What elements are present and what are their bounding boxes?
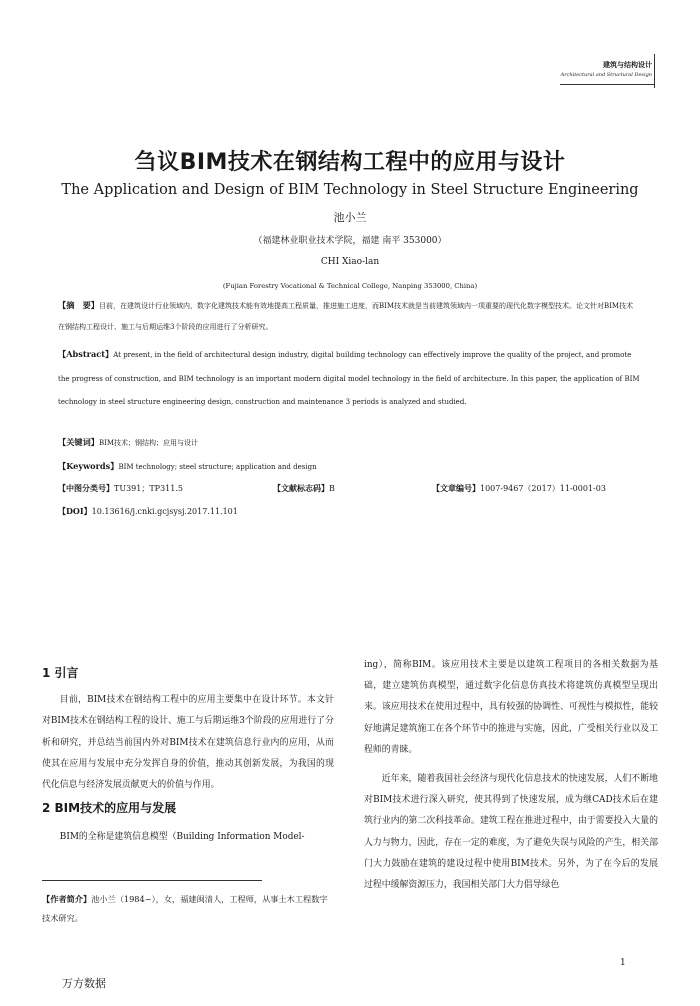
abstract-cn-label: 【摘 要】 xyxy=(58,300,99,310)
right-column xyxy=(364,655,658,896)
abstract-en-label: 【Abstract】 xyxy=(58,349,114,359)
doi-label: 【DOI】 xyxy=(58,506,92,516)
footnote-label: 【作者简介】 xyxy=(42,894,92,904)
author-footnote xyxy=(42,890,334,928)
doc-code-value: B xyxy=(329,484,335,493)
doc-code-field xyxy=(273,483,335,494)
section-1-heading: 1 引言 xyxy=(42,666,79,680)
article-number-field xyxy=(432,483,606,494)
article-number-value: 1007-9467（2017）11-0001-03 xyxy=(480,484,606,493)
right-paragraph-1: ing），简称BIM。该应用技术主要是以建筑工程项目的各相关数据为基础，建立建筑仿真模型，通过数字化信息仿真技术将建筑仿真模型呈现出来。该应用技术在使用过程中，具有较强的协调性、可视性与模拟性，能较好地满足建筑施工在各个环节中的推进与实施，因此，广受相关行业以及工程师的青睐。 xyxy=(364,660,658,755)
journal-name-en: Architectural and Structural Design xyxy=(560,72,652,78)
section-1-paragraph: 目前，BIM技术在钢结构工程中的应用主要集中在设计环节。本文针对BIM技术在钢结构工程的设计、施工与后期运维3个阶段的应用进行了分析和研究，并总结当前国内外对BIM技术在建筑信息行业内的应用，从而使其在应用与发展中充分发挥自身的价值，推动其创新发展，为我国的现代化信息与经济发展贡献更大的价值与作用。 xyxy=(42,695,334,791)
keywords-en-text: BIM technology; steel structure; application and design xyxy=(118,463,317,471)
affiliation-en: (Fujian Forestry Vocational & Technical College, Nanping 353000, China) xyxy=(222,282,478,290)
left-column xyxy=(42,663,334,849)
keywords-cn-label: 【关键词】 xyxy=(58,437,99,447)
keywords-cn xyxy=(58,435,640,451)
classification-row xyxy=(58,483,640,498)
doi-field xyxy=(58,506,238,517)
title-cn: 刍议BIM技术在钢结构工程中的应用与设计 xyxy=(134,150,566,175)
affiliation-cn: （福建林业职业技术学院，福建 南平 353000） xyxy=(253,236,447,246)
header-vertical-rule xyxy=(654,54,655,88)
article-number-label: 【文章编号】 xyxy=(432,483,480,493)
right-paragraph-2: 近年来，随着我国社会经济与现代化信息技术的快速发展，人们不断地对BIM技术进行深入研究，使其得到了快速发展，成为继CAD技术后在建筑行业内的第二次科技革命。建筑工程在推进过程中，由于需要投入大量的人力与物力，因此，存在一定的难度，为了避免失误与风险的产生，相关部门大力鼓励在建筑的建设过程中使用BIM技术。另外，为了在今后的发展过程中缓解资源压力，我国相关部门大力倡导绿色 xyxy=(364,774,658,891)
author-name-en: CHI Xiao-lan xyxy=(320,257,380,267)
footnote-text: 池小兰（1984~），女，福建闽清人，工程师，从事土木工程数字技术研究。 xyxy=(42,894,328,923)
section-2-heading: 2 BIM技术的应用与发展 xyxy=(42,801,177,816)
header-rule xyxy=(560,84,655,85)
keywords-en-label: 【Keywords】 xyxy=(58,461,119,471)
wanfang-watermark: 万方数据 xyxy=(62,977,106,990)
keywords-en xyxy=(58,459,640,475)
footnote-rule xyxy=(42,880,262,881)
abstract-cn xyxy=(58,295,640,338)
abstract-en xyxy=(58,343,640,415)
abstract-cn-text: 目前，在建筑设计行业领域内，数字化建筑技术能有效地提高工程质量，推进施工进度，而BIM技术就是当前建筑领域内一项重要的现代化数字模型技术。论文针对BIM技术在钢结构工程设计、施工与后期运维3个阶段的应用进行了分析研究。 xyxy=(58,302,634,331)
clc-field xyxy=(58,483,183,494)
doi-value: 10.13616/j.cnki.gcjsysj.2017.11.101 xyxy=(91,507,238,516)
section-2-paragraph: BIM的全称是建筑信息模型（Building Information Model- xyxy=(59,832,305,843)
title-en: The Application and Design of BIM Technology in Steel Structure Engineering xyxy=(61,182,639,198)
clc-value: TU391；TP311.5 xyxy=(114,484,183,493)
doc-code-label: 【文献标志码】 xyxy=(273,483,329,493)
keywords-cn-text: BIM技术；钢结构；应用与设计 xyxy=(98,439,199,447)
clc-label: 【中图分类号】 xyxy=(58,483,114,493)
page-number: 1 xyxy=(620,958,626,968)
abstract-en-text: At present, in the field of architectural design industry, digital building technology can effectively improve the quality of the project, and promote the progress of construction, and BIM technology is an important modern digital model technology in the field of architecture. In this paper, the application of BIM technology in steel structure engineering design, construction and maintenance 3 periods is analyzed and studied. xyxy=(58,351,640,406)
journal-name-cn: 建筑与结构设计 xyxy=(603,61,652,69)
author-name-cn: 池小兰 xyxy=(333,211,367,224)
